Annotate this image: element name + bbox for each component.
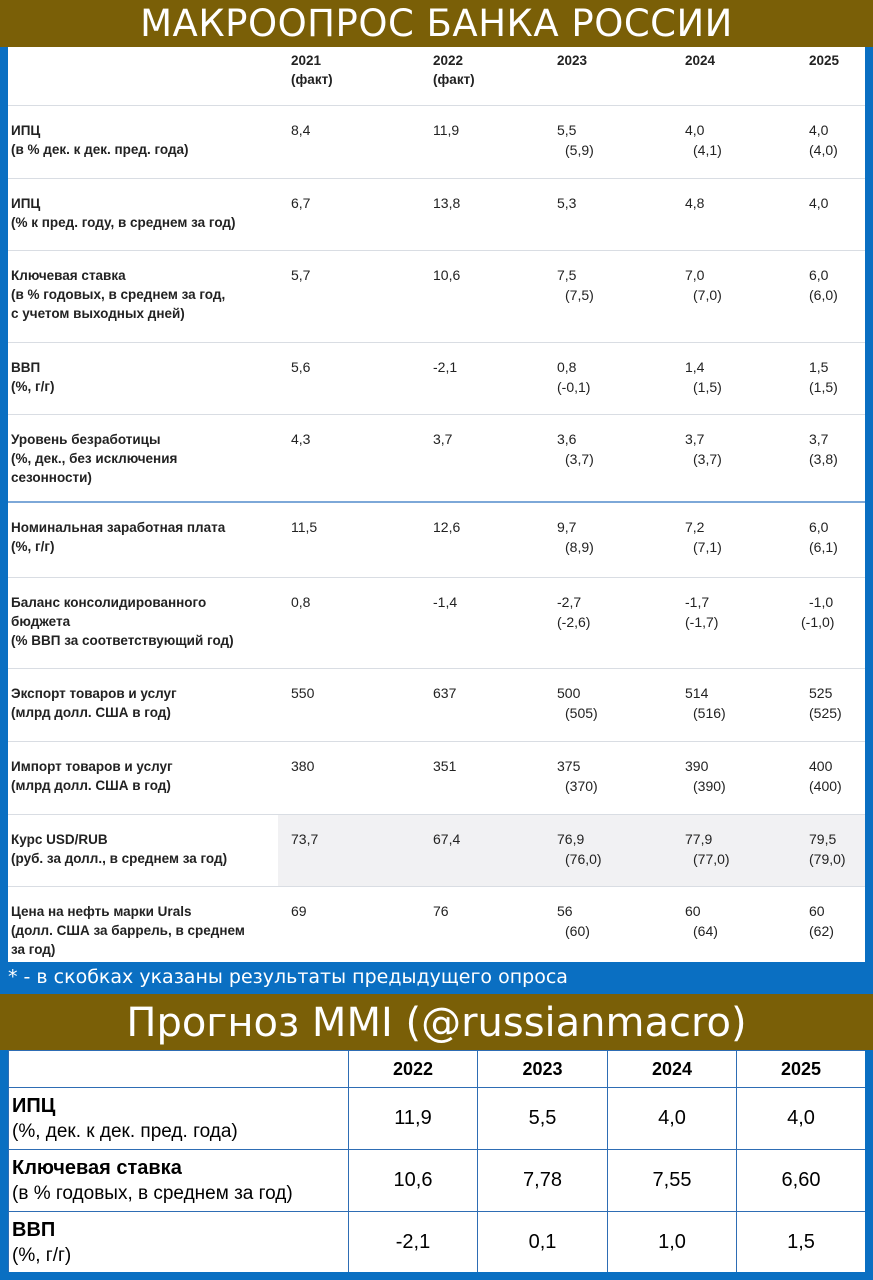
- cell-value: 400: [809, 758, 833, 774]
- cell-value: -1,4: [433, 594, 458, 610]
- mmi-cell-value: 1,5: [737, 1212, 866, 1273]
- mmi-row: [9, 1088, 866, 1150]
- column-header-year: 2022: [433, 53, 464, 68]
- column-header-year: 2021: [291, 53, 322, 68]
- survey-table: [8, 47, 865, 962]
- column-header: [685, 51, 715, 70]
- row-label: ИПЦ (% к пред. году, в среднем за год): [11, 196, 236, 230]
- cell-value: 1,5: [809, 359, 829, 375]
- cell-value: 6,0: [809, 519, 829, 535]
- mmi-cell-value: 0,1: [478, 1212, 608, 1273]
- cell-value: 514: [685, 685, 709, 701]
- cell-previous-value: (3,8): [809, 451, 838, 467]
- cell-value: 525: [809, 685, 833, 701]
- cell-previous-value: (-2,6): [557, 614, 591, 630]
- cell-value: 390: [685, 758, 709, 774]
- cell-previous-value: (76,0): [565, 851, 602, 867]
- cell-value: 11,9: [433, 122, 460, 138]
- cell-value: 0,8: [291, 594, 311, 610]
- mmi-forecast-table: [8, 1050, 865, 1272]
- cell-value: -1,7: [685, 594, 710, 610]
- mmi-row-title: Ключевая ставка: [12, 1156, 182, 1179]
- mmi-row: [9, 1150, 866, 1212]
- row-separator: [8, 501, 865, 503]
- cell-value: 3,7: [809, 431, 829, 447]
- mmi-cell-value: 7,78: [478, 1150, 608, 1212]
- mmi-column-header: 2025: [737, 1051, 866, 1088]
- cell-value: 67,4: [433, 831, 461, 847]
- cell-value: 550: [291, 685, 315, 701]
- mmi-cell-value: 4,0: [737, 1088, 866, 1150]
- cell-previous-value: (516): [693, 705, 726, 721]
- mmi-row-title: ВВП: [12, 1218, 56, 1241]
- cell-value: 3,7: [433, 431, 453, 447]
- cell-value: -2,1: [433, 359, 458, 375]
- row-label: Ключевая ставка (в % годовых, в среднем за год, с учетом выходных дней): [11, 268, 226, 321]
- mmi-row-label: [9, 1212, 349, 1273]
- cell-value: 56: [557, 903, 573, 919]
- mmi-cell-value: 11,9: [349, 1088, 478, 1150]
- cell-previous-value: (-1,0): [801, 614, 835, 630]
- cell-value: 5,6: [291, 359, 311, 375]
- cell-previous-value: (4,1): [693, 142, 722, 158]
- cell-value: -1,0: [809, 594, 834, 610]
- cell-value: 5,7: [291, 267, 311, 283]
- row-label: Курс USD/RUB (руб. за долл., в среднем за год): [11, 832, 228, 866]
- cell-value: 7,5: [557, 267, 577, 283]
- row-label: ВВП (%, г/г): [11, 360, 55, 394]
- mmi-cell-value: -2,1: [349, 1212, 478, 1273]
- row-separator: [8, 250, 865, 251]
- cell-value: 7,2: [685, 519, 705, 535]
- cell-previous-value: (3,7): [565, 451, 594, 467]
- cell-previous-value: (1,5): [809, 379, 838, 395]
- row-separator: [8, 342, 865, 343]
- cell-value: -2,7: [557, 594, 582, 610]
- cell-previous-value: (64): [693, 923, 718, 939]
- row-separator: [8, 741, 865, 742]
- mmi-row-subtitle: (%, дек. к дек. пред. года): [12, 1120, 238, 1142]
- mmi-row: [9, 1212, 866, 1273]
- cell-value: 5,5: [557, 122, 577, 138]
- column-header: [557, 51, 587, 70]
- cell-previous-value: (7,5): [565, 287, 594, 303]
- cell-value: 4,0: [809, 122, 829, 138]
- mmi-row-subtitle: (в % годовых, в среднем за год): [12, 1182, 293, 1204]
- column-header: [291, 51, 333, 89]
- cell-value: 76: [433, 903, 449, 919]
- column-header-note: (факт): [291, 72, 333, 87]
- row-separator: [8, 414, 865, 415]
- cell-previous-value: (79,0): [809, 851, 846, 867]
- mmi-row-subtitle: (%, г/г): [12, 1244, 72, 1266]
- cell-value: 351: [433, 758, 457, 774]
- row-separator: [8, 668, 865, 669]
- cell-value: 500: [557, 685, 581, 701]
- mmi-cell-value: 5,5: [478, 1088, 608, 1150]
- column-header-year: 2024: [685, 53, 716, 68]
- column-header-note: (факт): [433, 72, 475, 87]
- mmi-header-blank: [9, 1051, 349, 1088]
- mmi-row-title: ИПЦ: [12, 1094, 56, 1117]
- column-header: [433, 51, 475, 89]
- mmi-cell-value: 7,55: [608, 1150, 737, 1212]
- cell-value: 1,4: [685, 359, 705, 375]
- mmi-column-header: 2024: [608, 1051, 737, 1088]
- cell-value: 11,5: [291, 519, 318, 535]
- cell-value: 4,3: [291, 431, 311, 447]
- row-separator: [8, 886, 865, 887]
- cell-previous-value: (7,1): [693, 539, 722, 555]
- column-header-year: 2023: [557, 53, 588, 68]
- mmi-cell-value: 10,6: [349, 1150, 478, 1212]
- cell-previous-value: (6,1): [809, 539, 838, 555]
- cell-previous-value: (505): [565, 705, 598, 721]
- mmi-row-label: [9, 1150, 349, 1212]
- row-label: Баланс консолидированного бюджета (% ВВП за соответствующий год): [11, 595, 234, 648]
- cell-value: 79,5: [809, 831, 837, 847]
- cell-previous-value: (1,5): [693, 379, 722, 395]
- column-header-year: 2025: [809, 53, 840, 68]
- mmi-column-header: 2023: [478, 1051, 608, 1088]
- row-label: ИПЦ (в % дек. к дек. пред. года): [11, 123, 189, 157]
- cell-value: 3,6: [557, 431, 577, 447]
- cell-value: 0,8: [557, 359, 577, 375]
- cell-previous-value: (3,7): [693, 451, 722, 467]
- mmi-cell-value: 1,0: [608, 1212, 737, 1273]
- cell-previous-value: (4,0): [809, 142, 838, 158]
- cell-value: 3,7: [685, 431, 705, 447]
- cell-previous-value: (60): [565, 923, 590, 939]
- mmi-column-header: 2022: [349, 1051, 478, 1088]
- row-label: Номинальная заработная плата (%, г/г): [11, 520, 226, 554]
- page-title-banner: МАКРООПРОС БАНКА РОССИИ: [0, 0, 873, 47]
- row-separator: [8, 814, 865, 815]
- row-label: Уровень безработицы (%, дек., без исключения сезонности): [11, 432, 178, 485]
- cell-value: 4,8: [685, 195, 705, 211]
- cell-previous-value: (400): [809, 778, 842, 794]
- cell-value: 4,0: [685, 122, 705, 138]
- mmi-forecast-banner: Прогноз MMI (@russianmacro): [0, 994, 873, 1050]
- cell-previous-value: (8,9): [565, 539, 594, 555]
- cell-value: 69: [291, 903, 307, 919]
- row-label: Экспорт товаров и услуг (млрд долл. США в год): [11, 686, 177, 720]
- row-separator: [8, 178, 865, 179]
- footnote: * - в скобках указаны результаты предыдущего опроса: [8, 966, 568, 988]
- cell-value: 77,9: [685, 831, 713, 847]
- cell-value: 12,6: [433, 519, 461, 535]
- cell-previous-value: (390): [693, 778, 726, 794]
- column-header: [809, 51, 839, 70]
- cell-value: 8,4: [291, 122, 311, 138]
- row-separator: [8, 105, 865, 106]
- cell-previous-value: (370): [565, 778, 598, 794]
- cell-value: 13,8: [433, 195, 461, 211]
- cell-previous-value: (-1,7): [685, 614, 719, 630]
- cell-value: 9,7: [557, 519, 577, 535]
- mmi-row-label: [9, 1088, 349, 1150]
- cell-value: 76,9: [557, 831, 585, 847]
- cell-value: 637: [433, 685, 457, 701]
- cell-previous-value: (525): [809, 705, 842, 721]
- cell-previous-value: (6,0): [809, 287, 838, 303]
- cell-previous-value: (77,0): [693, 851, 730, 867]
- mmi-cell-value: 4,0: [608, 1088, 737, 1150]
- cell-value: 73,7: [291, 831, 319, 847]
- cell-value: 5,3: [557, 195, 577, 211]
- cell-value: 60: [685, 903, 701, 919]
- cell-previous-value: (5,9): [565, 142, 594, 158]
- cell-previous-value: (-0,1): [557, 379, 591, 395]
- cell-previous-value: (7,0): [693, 287, 722, 303]
- cell-value: 6,7: [291, 195, 311, 211]
- cell-previous-value: (62): [809, 923, 834, 939]
- cell-value: 6,0: [809, 267, 829, 283]
- cell-value: 10,6: [433, 267, 461, 283]
- row-label: Цена на нефть марки Urals (долл. США за баррель, в среднем за год): [11, 904, 245, 957]
- row-separator: [8, 577, 865, 578]
- cell-value: 380: [291, 758, 315, 774]
- mmi-header-row: [9, 1051, 866, 1088]
- mmi-cell-value: 6,60: [737, 1150, 866, 1212]
- cell-value: 375: [557, 758, 581, 774]
- cell-value: 4,0: [809, 195, 829, 211]
- cell-value: 60: [809, 903, 825, 919]
- row-label: Импорт товаров и услуг (млрд долл. США в год): [11, 759, 173, 793]
- cell-value: 7,0: [685, 267, 705, 283]
